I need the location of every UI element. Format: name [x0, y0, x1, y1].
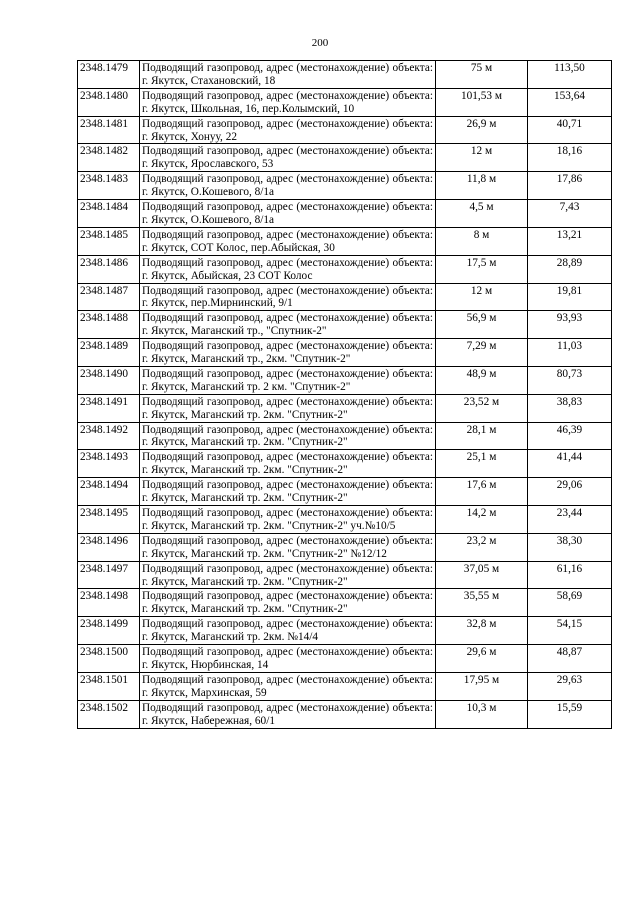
length-cell: 17,95 м	[436, 672, 528, 700]
value-cell: 18,16	[528, 144, 612, 172]
length-cell: 7,29 м	[436, 339, 528, 367]
value-cell: 93,93	[528, 311, 612, 339]
value-cell: 23,44	[528, 506, 612, 534]
length-cell: 17,6 м	[436, 478, 528, 506]
length-cell: 35,55 м	[436, 589, 528, 617]
property-registry-table	[77, 60, 612, 729]
table-row	[78, 533, 612, 561]
value-cell: 80,73	[528, 366, 612, 394]
row-number-cell: 2348.1495	[78, 506, 140, 534]
value-cell: 29,63	[528, 672, 612, 700]
length-cell: 26,9 м	[436, 116, 528, 144]
table-row	[78, 422, 612, 450]
row-number-cell: 2348.1483	[78, 172, 140, 200]
table-row	[78, 645, 612, 673]
table-row	[78, 172, 612, 200]
row-number-cell: 2348.1479	[78, 61, 140, 89]
table-row	[78, 478, 612, 506]
value-cell: 38,30	[528, 533, 612, 561]
object-description-cell: Подводящий газопровод, адрес (местонахождение) объекта: г. Якутск, Маганский тр. 2км. "Спутник-2"	[140, 394, 436, 422]
table-row	[78, 450, 612, 478]
row-number-cell: 2348.1490	[78, 366, 140, 394]
object-description-cell: Подводящий газопровод, адрес (местонахождение) объекта: г. Якутск, Маганский тр. 2 км. "Спутник-2"	[140, 366, 436, 394]
length-cell: 29,6 м	[436, 645, 528, 673]
length-cell: 23,52 м	[436, 394, 528, 422]
table-row	[78, 88, 612, 116]
value-cell: 46,39	[528, 422, 612, 450]
table-row	[78, 561, 612, 589]
value-cell: 29,06	[528, 478, 612, 506]
length-cell: 25,1 м	[436, 450, 528, 478]
object-description-cell: Подводящий газопровод, адрес (местонахождение) объекта: г. Якутск, Маганский тр., "Спутник-2"	[140, 311, 436, 339]
table-row	[78, 283, 612, 311]
row-number-cell: 2348.1489	[78, 339, 140, 367]
table-row	[78, 116, 612, 144]
length-cell: 14,2 м	[436, 506, 528, 534]
table-row	[78, 255, 612, 283]
object-description-cell: Подводящий газопровод, адрес (местонахождение) объекта: г. Якутск, Нюрбинская, 14	[140, 645, 436, 673]
value-cell: 28,89	[528, 255, 612, 283]
table-row	[78, 672, 612, 700]
registry-table-body	[78, 61, 612, 729]
table-row	[78, 61, 612, 89]
row-number-cell: 2348.1497	[78, 561, 140, 589]
table-row	[78, 617, 612, 645]
length-cell: 12 м	[436, 144, 528, 172]
table-row	[78, 366, 612, 394]
object-description-cell: Подводящий газопровод, адрес (местонахождение) объекта: г. Якутск, Хонуу, 22	[140, 116, 436, 144]
object-description-cell: Подводящий газопровод, адрес (местонахождение) объекта: г. Якутск, Маганский тр., 2км. "Спутник-2"	[140, 339, 436, 367]
row-number-cell: 2348.1488	[78, 311, 140, 339]
object-description-cell: Подводящий газопровод, адрес (местонахождение) объекта: г. Якутск, О.Кошевого, 8/1а	[140, 172, 436, 200]
object-description-cell: Подводящий газопровод, адрес (местонахождение) объекта: г. Якутск, Маганский тр. 2км. "Спутник-2"	[140, 450, 436, 478]
length-cell: 17,5 м	[436, 255, 528, 283]
object-description-cell: Подводящий газопровод, адрес (местонахождение) объекта: г. Якутск, пер.Мирнинский, 9/1	[140, 283, 436, 311]
value-cell: 41,44	[528, 450, 612, 478]
object-description-cell: Подводящий газопровод, адрес (местонахождение) объекта: г. Якутск, Маганский тр. 2км. "Спутник-2"	[140, 422, 436, 450]
object-description-cell: Подводящий газопровод, адрес (местонахождение) объекта: г. Якутск, Абыйская, 23 СОТ Колос	[140, 255, 436, 283]
row-number-cell: 2348.1487	[78, 283, 140, 311]
object-description-cell: Подводящий газопровод, адрес (местонахождение) объекта: г. Якутск, Маганский тр. 2км. "Спутник-2"	[140, 478, 436, 506]
length-cell: 10,3 м	[436, 700, 528, 728]
length-cell: 4,5 м	[436, 200, 528, 228]
value-cell: 58,69	[528, 589, 612, 617]
length-cell: 75 м	[436, 61, 528, 89]
row-number-cell: 2348.1492	[78, 422, 140, 450]
length-cell: 28,1 м	[436, 422, 528, 450]
row-number-cell: 2348.1501	[78, 672, 140, 700]
value-cell: 19,81	[528, 283, 612, 311]
object-description-cell: Подводящий газопровод, адрес (местонахождение) объекта: г. Якутск, Мархинская, 59	[140, 672, 436, 700]
row-number-cell: 2348.1502	[78, 700, 140, 728]
length-cell: 12 м	[436, 283, 528, 311]
row-number-cell: 2348.1486	[78, 255, 140, 283]
row-number-cell: 2348.1480	[78, 88, 140, 116]
object-description-cell: Подводящий газопровод, адрес (местонахождение) объекта: г. Якутск, Школьная, 16, пер.Колымский, 10	[140, 88, 436, 116]
length-cell: 37,05 м	[436, 561, 528, 589]
row-number-cell: 2348.1482	[78, 144, 140, 172]
value-cell: 38,83	[528, 394, 612, 422]
object-description-cell: Подводящий газопровод, адрес (местонахождение) объекта: г. Якутск, СОТ Колос, пер.Абыйская, 30	[140, 227, 436, 255]
row-number-cell: 2348.1485	[78, 227, 140, 255]
object-description-cell: Подводящий газопровод, адрес (местонахождение) объекта: г. Якутск, О.Кошевого, 8/1а	[140, 200, 436, 228]
value-cell: 48,87	[528, 645, 612, 673]
table-row	[78, 311, 612, 339]
length-cell: 32,8 м	[436, 617, 528, 645]
length-cell: 23,2 м	[436, 533, 528, 561]
page-number: 200	[311, 37, 329, 49]
row-number-cell: 2348.1500	[78, 645, 140, 673]
length-cell: 11,8 м	[436, 172, 528, 200]
row-number-cell: 2348.1494	[78, 478, 140, 506]
length-cell: 48,9 м	[436, 366, 528, 394]
table-row	[78, 227, 612, 255]
value-cell: 61,16	[528, 561, 612, 589]
value-cell: 11,03	[528, 339, 612, 367]
row-number-cell: 2348.1491	[78, 394, 140, 422]
table-row	[78, 700, 612, 728]
object-description-cell: Подводящий газопровод, адрес (местонахождение) объекта: г. Якутск, Маганский тр. 2км. "Спутник-2"	[140, 561, 436, 589]
value-cell: 15,59	[528, 700, 612, 728]
value-cell: 153,64	[528, 88, 612, 116]
row-number-cell: 2348.1499	[78, 617, 140, 645]
table-row	[78, 394, 612, 422]
object-description-cell: Подводящий газопровод, адрес (местонахождение) объекта: г. Якутск, Набережная, 60/1	[140, 700, 436, 728]
object-description-cell: Подводящий газопровод, адрес (местонахождение) объекта: г. Якутск, Ярославского, 53	[140, 144, 436, 172]
object-description-cell: Подводящий газопровод, адрес (местонахождение) объекта: г. Якутск, Маганский тр. 2км. "Спутник-2" уч.№10/5	[140, 506, 436, 534]
table-row	[78, 200, 612, 228]
row-number-cell: 2348.1481	[78, 116, 140, 144]
row-number-cell: 2348.1498	[78, 589, 140, 617]
object-description-cell: Подводящий газопровод, адрес (местонахождение) объекта: г. Якутск, Стахановский, 18	[140, 61, 436, 89]
value-cell: 113,50	[528, 61, 612, 89]
value-cell: 7,43	[528, 200, 612, 228]
object-description-cell: Подводящий газопровод, адрес (местонахождение) объекта: г. Якутск, Маганский тр. 2км. "Спутник-2"	[140, 589, 436, 617]
row-number-cell: 2348.1496	[78, 533, 140, 561]
object-description-cell: Подводящий газопровод, адрес (местонахождение) объекта: г. Якутск, Маганский тр. 2км. №14/4	[140, 617, 436, 645]
table-row	[78, 144, 612, 172]
value-cell: 54,15	[528, 617, 612, 645]
value-cell: 40,71	[528, 116, 612, 144]
length-cell: 56,9 м	[436, 311, 528, 339]
row-number-cell: 2348.1493	[78, 450, 140, 478]
value-cell: 13,21	[528, 227, 612, 255]
row-number-cell: 2348.1484	[78, 200, 140, 228]
object-description-cell: Подводящий газопровод, адрес (местонахождение) объекта: г. Якутск, Маганский тр. 2км. "Спутник-2" №12/12	[140, 533, 436, 561]
value-cell: 17,86	[528, 172, 612, 200]
table-row	[78, 506, 612, 534]
length-cell: 8 м	[436, 227, 528, 255]
table-row	[78, 589, 612, 617]
length-cell: 101,53 м	[436, 88, 528, 116]
table-row	[78, 339, 612, 367]
